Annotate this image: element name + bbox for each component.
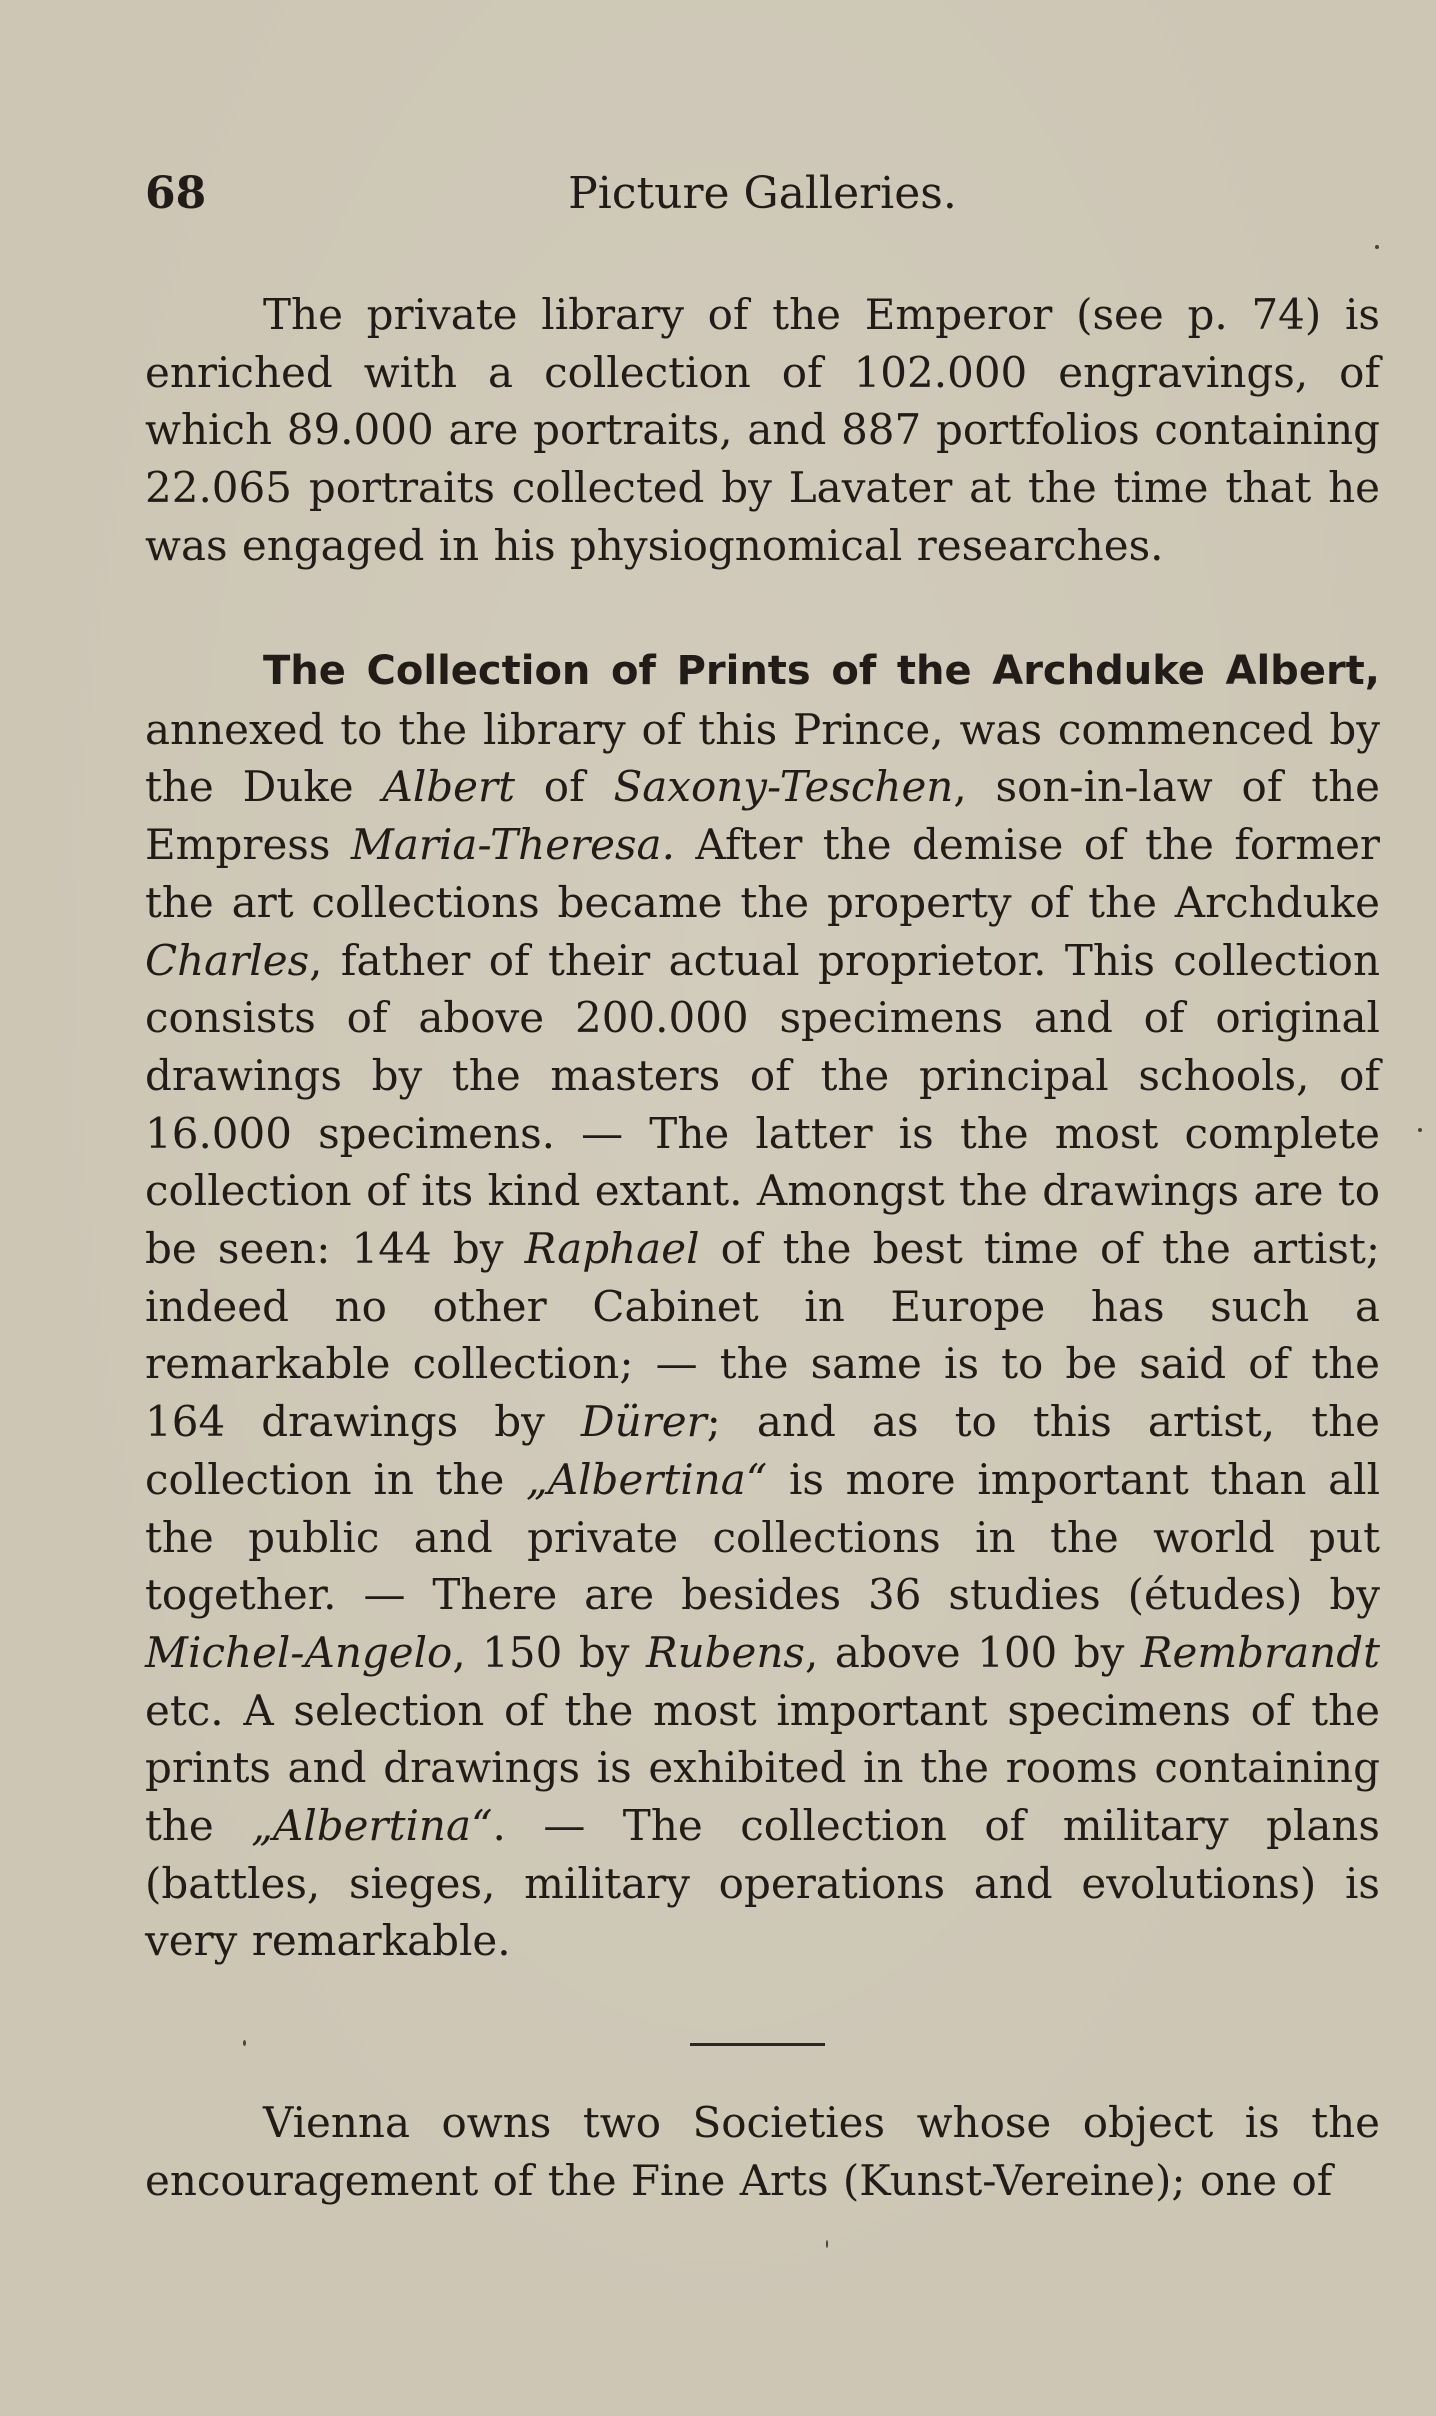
section-divider — [690, 2043, 825, 2046]
paragraph-kunst-vereine — [145, 2094, 1380, 2209]
text-run: After the demise of the former the art collections became the property of the Archduke — [145, 820, 1381, 927]
page-header — [145, 168, 1380, 228]
section-heading: The Collection of Prints of the Archduke Albert, — [263, 648, 1380, 694]
text-run: , father of their actual proprietor. This collection consists of above 200.000 specimens and of original drawings by the masters of the principal schools, of 16.000 specimens. — The latter is the most complete collection of its kind extant. Amongst the drawings are to be seen: 144 by — [145, 935, 1380, 1274]
paper-speck — [1418, 1128, 1422, 1132]
italic-name: „Albertina“ — [251, 1801, 493, 1851]
paragraph-imperial-library — [145, 286, 1380, 575]
text-run: is more important than all the public and private collections in the world put together. — There are besides 36 studies (études) by — [145, 1454, 1380, 1620]
text-run: of — [514, 762, 614, 812]
italic-name: „Albertina“ — [526, 1454, 768, 1504]
running-title: Picture Galleries. — [568, 168, 957, 219]
paragraph-albertina-collection — [145, 641, 1380, 1970]
paper-speck — [826, 2240, 828, 2248]
paragraph-text: The private library of the Emperor (see p. 74) is enriched with a collection of 102.000 engravings, of which 89.000 are portraits, and 887 portfolios containing 22.065 portraits collected by Lavater at the time that he was engaged in his physiognomical researches. — [145, 290, 1380, 570]
paper-speck — [1375, 245, 1379, 249]
text-run: annexed to the library of this Prince, was commenced by the Duke — [145, 704, 1380, 812]
text-run: ; and as to this artist, the collection in the — [145, 1397, 1380, 1504]
text-run: , above 100 by — [804, 1627, 1141, 1677]
italic-name: Albert — [382, 762, 515, 812]
text-run: , 150 by — [452, 1627, 646, 1677]
italic-name: Rembrandt — [1140, 1627, 1380, 1677]
italic-name: Raphael — [524, 1224, 700, 1274]
italic-name: Maria-Theresa. — [350, 820, 675, 870]
text-run: etc. A selection of the most important specimens of the prints and drawings is exhibited in the rooms containing the — [145, 1685, 1380, 1851]
text-run: of the best time of the artist; indeed no other Cabinet in Europe has such a remarkable collection; — the same is to be said of the 164 drawings by — [145, 1224, 1380, 1447]
paper-speck — [243, 2040, 246, 2046]
italic-name: Dürer — [580, 1397, 707, 1447]
page-number: 68 — [145, 168, 207, 219]
italic-name: Charles — [145, 935, 310, 985]
text-run: . — The collection of military plans (battles, sieges, military operations and evolutions) is very remarkable. — [145, 1801, 1380, 1966]
italic-name: Michel-Angelo — [145, 1627, 453, 1677]
text-run: , son-in-law of the Empress — [145, 762, 1380, 870]
italic-name: Saxony-Teschen — [613, 762, 954, 812]
italic-name: Rubens — [645, 1627, 805, 1677]
paragraph-text: Vienna owns two Societies whose object is the encouragement of the Fine Arts (Kunst-Vereine); one of — [145, 2098, 1380, 2205]
